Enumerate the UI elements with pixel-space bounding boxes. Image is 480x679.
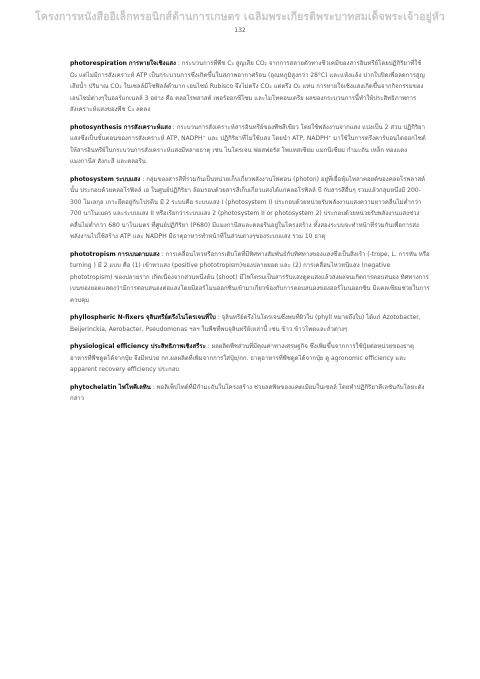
entry-definition: : กระบวนการที่พืช C₃ สูญเสีย CO₂ จากการสลายตัวทางชีวเคมีของสารอินทรีย์โดยปฏิกิริยาที่ใช้ O₂ แต่ไม่มีการสังเคราะห์ ATP เป็นกระบวนการซึ่งเกิดขึ้นในสภาพอากาศร้อน (อุณหภูมิสูงกว่า 28°C) และแห้งแล้ง ปากใบปิดเพื่อลดการสูญเสียน้ำ ปริมาณ CO₂ ในเซลล์มีโซฟิลล์ต่ำมาก เอนไซม์ Rubisco จึงไม่ตรึง CO₂ แต่ตรึง O₂ แทน การหายใจเชิงแสงเกิดขึ้นจากกิจกรรมของเอนไซม์ต่างๆในออร์แกเนลล์ 3 อย่าง คือ คลอโรพลาสต์ เพอร์ออกซีโซม และไมโทคอนเดรีย ผลของกระบวนการนี้ทำให้ประสิทธิภาพการสังเคราะห์แสงของพืช C₃ ลดลง: [70, 60, 425, 113]
entry-term: physiological efficiency: [70, 343, 149, 350]
entry-term: phototropism: [70, 250, 116, 258]
entry-definition: : จุลินทรีย์ตรึงไนโตรเจนซึ่งพบที่ผิวใบ (phyll หมายถึงใบ) ได้แก่ Azotobacter, Beijerinckia, Aerobacter, Pseudomonas ฯลฯ ในพืชที่พบจุลินทรีย์เหล่านี้ เช่น ข้าว ข้าวโพดและถั่วต่างๆ: [70, 314, 421, 333]
glossary-entry-photorespiration: [70, 58, 430, 116]
glossary-entry-photosystem: [70, 174, 430, 243]
entry-definition: : กระบวนการสังเคราะห์สารอินทรีย์ของพืชสีเขียว โดยใช้พลังงานจากแสง แบ่งเป็น 2 ส่วน ปฏิกิริยาแสงซึ่งเป็นขั้นตอนของการสังเคราะห์ ATP, NADPH⁺ และ ปฏิกิริยาที่ไม่ใช้แสง โดยนำ ATP, NADPH⁺ มาใช้ในการตรึงคาร์บอนไดออกไซด์ให้สารอินทรีย์ในกระบวนการสังเคราะห์แสงมีหลายธาตุ เช่น ไนโตรเจน ฟอสฟอรัส โพแทสเซียม แมกนีเซียม กำมะถัน เหล็ก ทองแดง แมงกานีส สังกะสี และคลอรีน: [70, 123, 426, 165]
glossary-entries: [70, 52, 430, 407]
glossary-entry-physiological-efficiency: [70, 341, 430, 376]
entry-term: photosynthesis: [70, 123, 122, 131]
glossary-entry-phytochelatin: [70, 382, 430, 405]
entry-thai-term: การสังเคราะห์แสง: [123, 123, 171, 131]
page-header: โครงการหนังสืออิเล็กทรอนิกส์ด้านการเกษตร เฉลิมพระเกียรติพระบาทสมเด็จพระเจ้าอยู่หัว: [35, 11, 445, 23]
glossary-entry-photosynthesis: [70, 122, 430, 168]
page-number: 132: [234, 27, 246, 34]
entry-term: phytochelatin: [70, 383, 117, 391]
entry-thai-term: ไฟโทคีเลทิน: [118, 383, 151, 391]
entry-thai-term: ระบบแสง: [115, 175, 141, 183]
entry-thai-term: การหายใจเชิงแสง: [128, 60, 176, 67]
entry-thai-term: จุลินทรีย์ตรึงไนโตรเจนที่ใบ: [145, 314, 216, 321]
entry-thai-term: การเบนตามแสง: [117, 250, 160, 258]
entry-definition: : พอลิเพ็ปไทด์ที่มีกำมะถันในโครงสร้าง ช่วยลดพิษของแคดเมียมในเซลล์ โดยทำปฏิกิริยาคีเลชันกับโลหะดังกล่าว: [70, 383, 425, 402]
entry-definition: : กลุ่มของสารสีที่รวมกันเป็นหน่วยเก็บเกี่ยวพลังงานโฟตอน (photon) อยู่ที่เยื่อหุ้มไทลาคอยด์ของคลอโรพลาสต์นั้น ประกอบด้วยคลอโรฟิลล์ เอ ในศูนย์ปฏิกิริยา ล้อมรอบด้วยสารสีเก็บเกี่ยวแสงได้แก่คลอโรฟิลล์ บี กับสารสีอื่นๆ รวมแล้วกลุ่มหนึ่งมี 200-300 โมเลกุล เกาะยึดอยู่กับโปรตีน มี 2 ระบบคือ ระบบแสง I (photosystem I) ประกอบด้วยหน่วยรับพลังงานแสงความยาวคลื่นไม่ต่ำกว่า 700 นาโนเมตร และระบบแสง II หรือเรียกว่าระบบแสง 2 (photosystem II or photosystem 2) ประกอบด้วยหน่วยรับพลังงานแสงช่วงคลื่นไม่ต่ำกว่า 680 นาโนเมตร ที่ศูนย์ปฏิกิริยา (P680) มีแมงกานีสและคลอรีนอยู่ในโครงสร้าง ทั้งสองระบบจะทำหน้าที่ร่วมกันเพื่อการส่งพลังงานไปใช้สร้าง ATP และ NADPH มีธาตุอาหารทำหน้าที่ในส่วนต่างๆของระบบแสง รวม 10 ธาตุ: [70, 175, 425, 240]
entry-term: phyllospheric N-fixers: [70, 314, 145, 321]
entry-thai-term: ประสิทธิภาพเชิงสรีระ: [150, 343, 206, 350]
entry-term: photosystem: [70, 175, 114, 183]
glossary-entry-phototropism: [70, 249, 430, 307]
entry-definition: : ผลผลิตพืชส่วนที่มีคุณค่าทางเศรษฐกิจ ซึ่งเพิ่มขึ้นจากการใช้ปุ๋ยต่อหน่วยของธาตุอาหารที่พืชดูดได้จากปุ๋ย จึงมีหน่วย กก.ผลผลิตที่เพิ่มจากการใส่ปุ๋ย/กก. ธาตุอาหารที่พืชดูดได้จากปุ๋ย ดู agronomic efficiency และ apparent recovery efficiency ประกอบ: [70, 343, 414, 373]
entry-definition: : การเคลื่อนไหวหรือการเติบโตที่มีทิศทางสัมพันธ์กับทิศทางของแสงซึ่งเป็นสิ่งเร้า (-trope, L. การหัน หรือ turning ) มี 2 แบบ คือ (1) เข้าหาแสง (positive phototropism)ของปลายยอด และ (2) การเคลื่อนไหวหนีแสง (negative phototropism) ของปลายราก เกิดเนื่องจากส่วนหนึ่งต้น (shoot) มีไฟโตรมเป็นสารรับแสงดูดแสงแล้วส่งผลจนเกิดการตอบสนอง ทิศทางการเบนของยอดแสดงว่ามีการตอบสนองต่อแสงโดยมีฮอร์โมนออกซินเข้ามาเกี่ยวข้องกับการตอบสนองของฮอร์โมนออกซิน มีแคลเซียมช่วยในการควบคุม: [70, 250, 430, 304]
glossary-entry-phyllospheric-n-fixers: [70, 312, 430, 335]
entry-term: photorespiration: [70, 60, 127, 67]
